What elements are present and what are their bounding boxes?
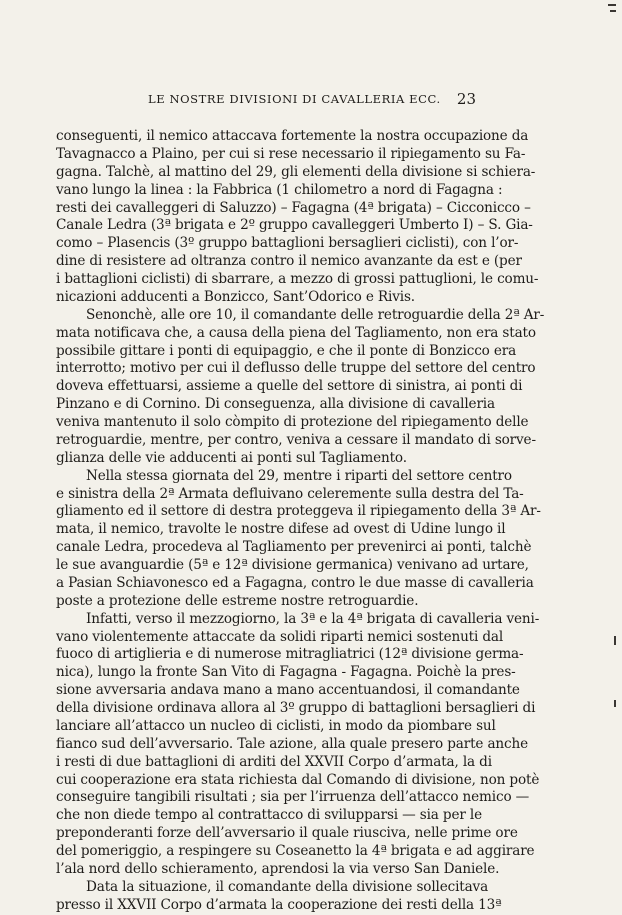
text-line: che non diede tempo al contrattacco di svilupparsi — sia per le [56,807,482,824]
text-line: della divisione ordinava allora al 3º gruppo di battaglioni bersaglieri di [56,700,536,716]
text-line: conseguire tangibili risultati ; sia per l’irruenza dell’attacco nemico — [56,789,530,806]
paragraph-4 [56,610,540,879]
text-line: Data la situazione, il comandante della divisione sollecitava [86,878,489,895]
text-line: Canale Ledra (3ª brigata e 2º gruppo cavalleggeri Umberto I) – S. Gia- [56,217,533,234]
running-title: LE NOSTRE DIVISIONI DI CAVALLERIA ECC. [148,92,441,106]
text-line: vano lungo la linea : la Fabbrica (1 chilometro a nord di Fagagna : [56,181,503,198]
text-line: vano violentemente attaccate da solidi riparti nemici sostenuti dal [56,628,504,645]
text-line: resti dei cavalleggeri di Saluzzo) – Fagagna (4ª brigata) – Cicconicco – [56,199,531,216]
text-line: e sinistra della 2ª Armata defluivano celeremente sulla destra del Ta- [56,485,524,502]
text-line: Senonchè, alle ore 10, il comandante delle retroguardie della 2ª Ar- [86,306,545,323]
text-line: nica), lungo la fronte San Vito di Fagagna - Fagagna. Poichè la pres- [56,664,516,681]
text-line: veniva mantenuto il solo còmpito di protezione del ripiegamento delle [56,414,529,430]
text-line: l’ala nord dello schieramento, aprendosi la via verso San Daniele. [56,860,500,877]
text-line: mata notificava che, a causa della piena del Tagliamento, non era stato [56,324,536,341]
text-line: fuoco di artiglieria e di numerose mitragliatrici (12ª divisione germa- [56,646,524,663]
text-line: i resti di due battaglioni di arditi del XXVII Corpo d’armata, la di [56,753,492,770]
text-line: fianco sud dell’avversario. Tale azione, alla quale presero parte anche [56,735,528,752]
page-number: 23 [456,90,476,108]
text-line: gliamento ed il settore di destra proteggeva il ripiegamento della 3ª Ar- [56,503,541,520]
text-line: sione avversaria andava mano a mano accentuandosi, il comandante [56,682,520,699]
running-head [56,92,476,114]
text-line: Nella stessa giornata del 29, mentre i riparti del settore centro [86,467,512,484]
text-line: del pomeriggio, a respingere su Coseanetto la 4ª brigata e ad aggirare [56,843,535,859]
paragraph-5 [56,878,502,915]
scan-edge-mark [614,636,616,645]
text-line: como – Plasencis (3º gruppo battaglioni bersaglieri ciclisti), con l’or- [56,235,519,252]
paragraph-2 [56,306,545,468]
body-text [56,128,545,915]
text-line: interrotto; motivo per cui il deflusso delle truppe del settore del centro [56,360,536,377]
text-line: gagna. Talchè, al mattino del 29, gli elementi della divisione si schiera- [56,163,536,180]
text-line: preponderanti forze dell’avversario il quale riusciva, nelle prime ore [56,825,518,842]
paragraph-1 [56,128,539,307]
text-line: cui cooperazione era stata richiesta dal Comando di divisione, non potè [56,771,540,788]
text-line: retroguardie, mentre, per contro, veniva a cessare il mandato di sorve- [56,431,536,448]
scan-edge-mark [614,700,616,707]
text-line: a Pasian Schiavonesco ed a Fagagna, contro le due masse di cavalleria [56,574,534,591]
text-line: doveva effettuarsi, assieme a quelle del settore di sinistra, ai ponti di [56,378,523,395]
text-line: dine di resistere ad oltranza contro il nemico avanzante da est e (per [56,253,522,270]
text-line: nicazioni adducenti a Bonzicco, Sant’Odorico e Rivis. [56,288,415,305]
text-line: glianza delle vie adducenti ai ponti sul Tagliamento. [56,449,407,466]
text-line: Tavagnacco a Plaino, per cui si rese necessario il ripiegamento su Fa- [56,145,526,162]
scan-edge-mark [608,4,616,6]
text-line: canale Ledra, procedeva al Tagliamento per prevenirci ai ponti, talchè [56,539,532,556]
text-line: le sue avanguardie (5ª e 12ª divisione germanica) venivano ad urtare, [56,557,529,573]
text-line: presso il XXVII Corpo d’armata la cooperazione dei resti della 13ª [56,896,502,913]
text-line: Pinzano e di Cornino. Di conseguenza, alla divisione di cavalleria [56,396,495,413]
paragraph-3 [56,467,541,611]
text-line: Infatti, verso il mezzogiorno, la 3ª e la 4ª brigata di cavalleria veni- [86,610,540,627]
text-line: i battaglioni ciclisti) di sbarrare, a mezzo di grossi pattuglioni, le comu- [56,271,539,287]
text-line: mata, il nemico, travolte le nostre difese ad ovest di Udine lungo il [56,521,506,538]
text-line: conseguenti, il nemico attaccava fortemente la nostra occupazione da [56,128,529,144]
text-line: possibile gittare i ponti di equipaggio, e che il ponte di Bonzicco era [56,342,517,359]
text-line: lanciare all’attacco un nucleo di ciclisti, in modo da piombare sul [56,717,496,734]
scan-edge-mark [610,10,616,12]
text-line: poste a protezione delle estreme nostre retroguardie. [56,592,419,609]
